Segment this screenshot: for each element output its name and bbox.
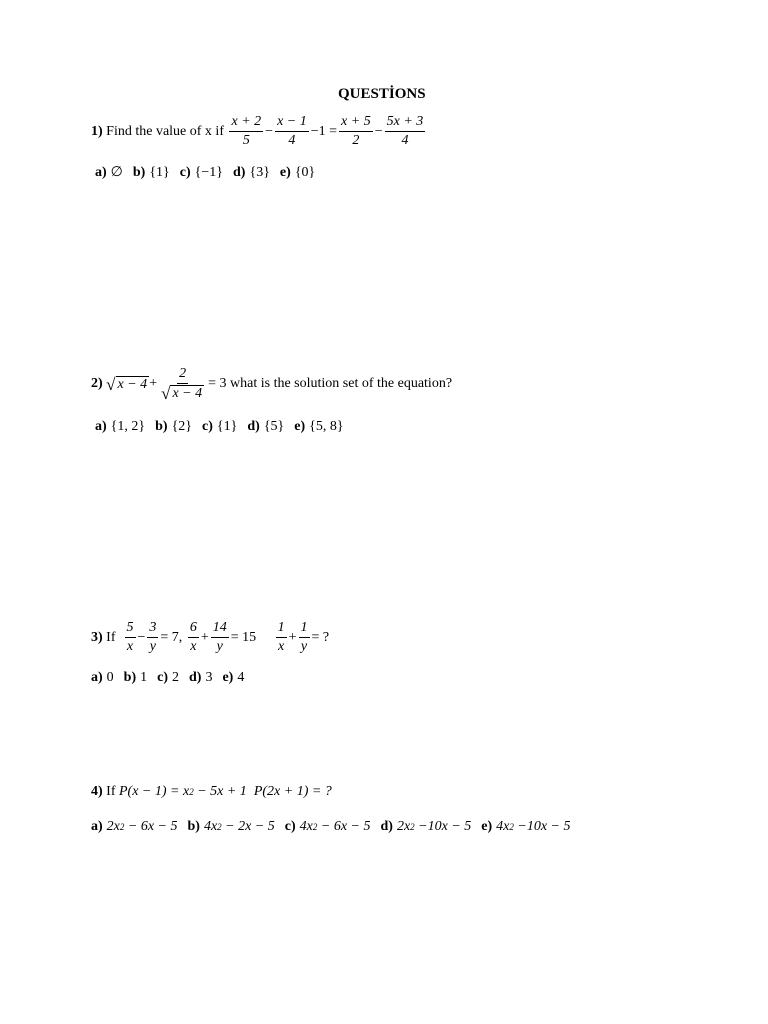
fraction: $\frac{x + 2}{5}$ [231,114,262,149]
option-e[interactable]: e) 4x 2 −10x − 5 [481,819,571,834]
fraction: $\frac{14}{y}$ [212,620,227,655]
option-a[interactable]: a) {1, 2} [95,419,146,434]
fraction: $\frac{3}{y}$ [149,620,157,655]
fraction: $\frac{x - 1}{4}$ [277,114,307,149]
fraction: 2 √ x − 4 [161,366,203,404]
option-a[interactable]: a) 0 [91,670,114,685]
option-d[interactable]: d) {3} [233,164,270,180]
question-3: 3) If $\frac{5}{x}$ − $\frac{3}{y}$ = 7, $\frac{6}{x}$ + $\frac{14}{y}$ = 15 $\frac{1}{x}$ + $\frac{1}{y}$ = ? [91,620,330,655]
fraction: $\frac{5}{x}$ [126,620,134,655]
fraction: $\frac{x + 5}{2}$ [341,114,371,149]
answer-options-q4 [91,819,581,835]
option-b[interactable]: b) {2} [155,419,193,434]
option-c[interactable]: c) {−1} [179,164,224,180]
option-d[interactable]: d) 2x 2 −10x − 5 [380,819,472,834]
option-a[interactable]: a) ∅ [95,164,123,180]
question-4: 4) If P(x − 1) = x 2 − 5x + 1 P(2x + 1) = ? [91,784,332,799]
question-number: 4) [91,784,103,799]
question-number: 3) [91,629,103,645]
page-title: QUESTİONS [338,86,426,102]
option-b[interactable]: b) {1} [132,164,170,180]
question-text: Find the value of x if [106,123,224,139]
option-d[interactable]: d) {5} [247,419,285,434]
fraction: $\frac{5x + 3}{4}$ [386,114,424,149]
question-text: what is the solution set of the equation? [230,376,453,392]
option-e[interactable]: e) {5, 8} [294,419,344,434]
question-number: 2) [91,376,103,392]
option-a[interactable]: a) 2x 2 − 6x − 5 [91,819,178,834]
option-b[interactable]: b) 1 [123,670,148,685]
question-number: 1) [91,123,103,139]
option-d[interactable]: d) 3 [189,670,213,685]
answer-options-q3 [91,670,254,686]
option-b[interactable]: b) 4x 2 − 2x − 5 [187,819,275,834]
option-c[interactable]: c) {1} [202,419,238,434]
option-e[interactable]: e) 4 [222,670,245,685]
fraction: $\frac{6}{x}$ [189,620,197,655]
option-e[interactable]: e) {0} [279,164,316,180]
question-2: 2) √ x − 4 + 2 √ x − 4 = 3 what is the solution set of the equation? [91,366,453,404]
question-1: 1) Find the value of x if $\frac{x + 2}{5}$ − $\frac{x - 1}{4}$ −1 = $\frac{x + 5}{2}$ − $\frac{5x + 3}{4}$ [91,114,424,149]
answer-options-q2 [95,419,354,435]
option-c[interactable]: c) 2 [157,670,180,685]
fraction: $\frac{1}{x}$ [277,620,285,655]
square-root: √ x − 4 [106,374,148,394]
option-c[interactable]: c) 4x 2 − 6x − 5 [284,819,371,834]
fraction: $\frac{1}{y}$ [300,620,308,655]
answer-options-q1 [95,164,325,181]
